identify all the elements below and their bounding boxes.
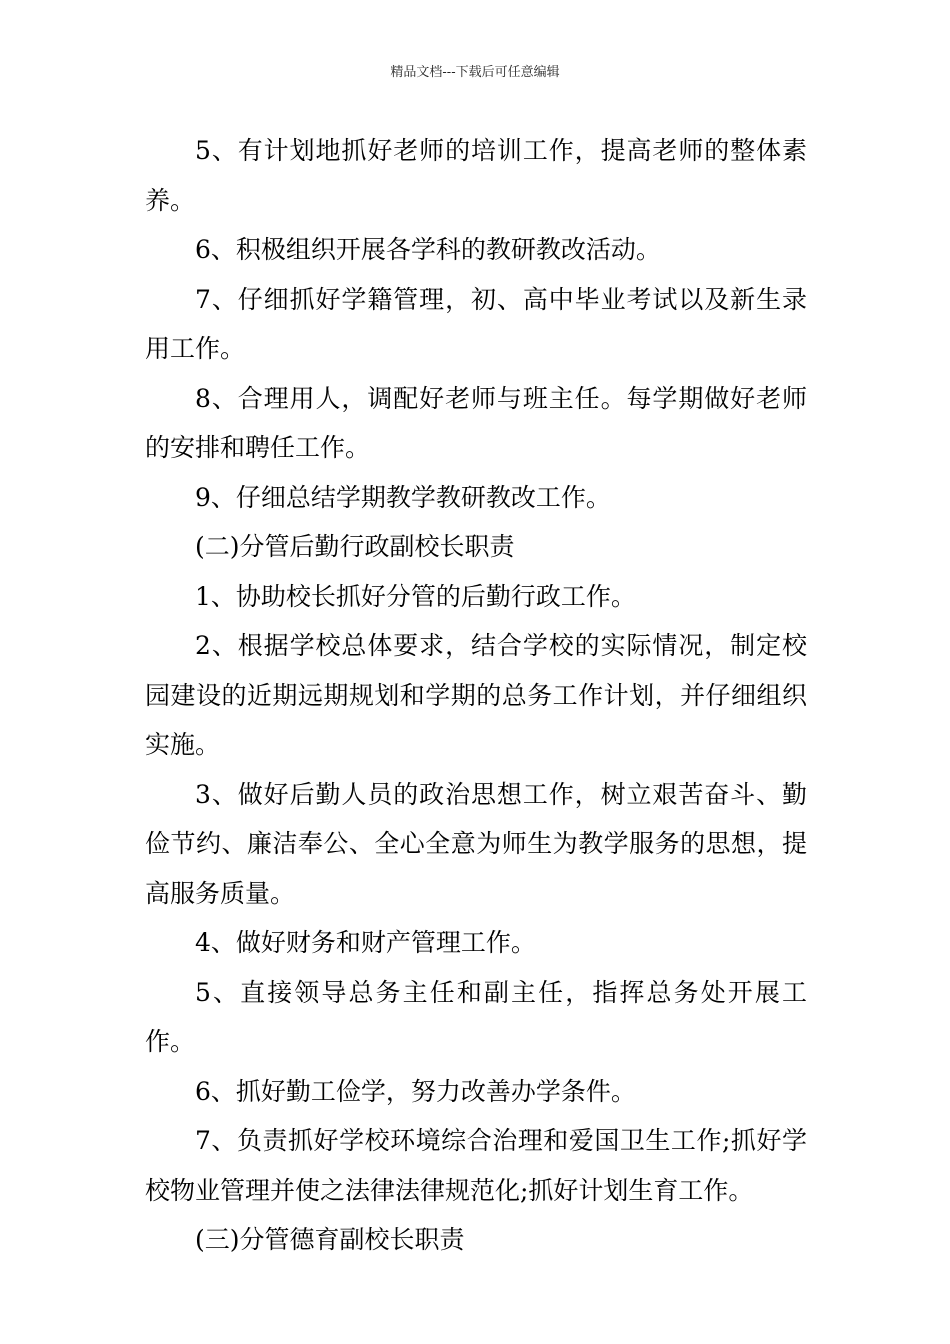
- paragraph: 5、有计划地抓好老师的培训工作，提高老师的整体素养。: [145, 136, 807, 215]
- paragraph: 9、仔细总结学期教学教研教改工作。: [195, 482, 611, 512]
- paragraph: 7、仔细抓好学籍管理，初、高中毕业考试以及新生录用工作。: [145, 284, 807, 363]
- paragraph: 8、合理用人，调配好老师与班主任。每学期做好老师的安排和聘任工作。: [145, 383, 807, 462]
- paragraph: 4、做好财务和财产管理工作。: [195, 928, 536, 957]
- paragraph: 3、做好后勤人员的政治思想工作，树立艰苦奋斗、勤俭节约、廉洁奉公、全心全意为师生为教学服务的思想，提高服务质量。: [145, 779, 807, 908]
- paragraph: 1、协助校长抓好分管的后勤行政工作。: [195, 581, 636, 611]
- paragraph: 7、负责抓好学校环境综合治理和爱国卫生工作;抓好学校物业管理并使之法律法律规范化;抓好计划生育工作。: [145, 1126, 807, 1205]
- paragraph: 5、直接领导总务主任和副主任，指挥总务处开展工作。: [145, 977, 807, 1056]
- page-header: 精品文档---下载后可任意编辑: [390, 65, 560, 80]
- document-body: [145, 126, 807, 1265]
- section-heading: (二)分管后勤行政副校长职责: [195, 532, 515, 561]
- paragraph: 2、根据学校总体要求，结合学校的实际情况，制定校园建设的近期远期规划和学期的总务工作计划，并仔细组织实施。: [145, 631, 807, 759]
- paragraph: 6、抓好勤工俭学，努力改善办学条件。: [195, 1076, 636, 1106]
- section-heading: (三)分管德育副校长职责: [195, 1225, 465, 1254]
- paragraph: 6、积极组织开展各学科的教研教改活动。: [195, 235, 661, 264]
